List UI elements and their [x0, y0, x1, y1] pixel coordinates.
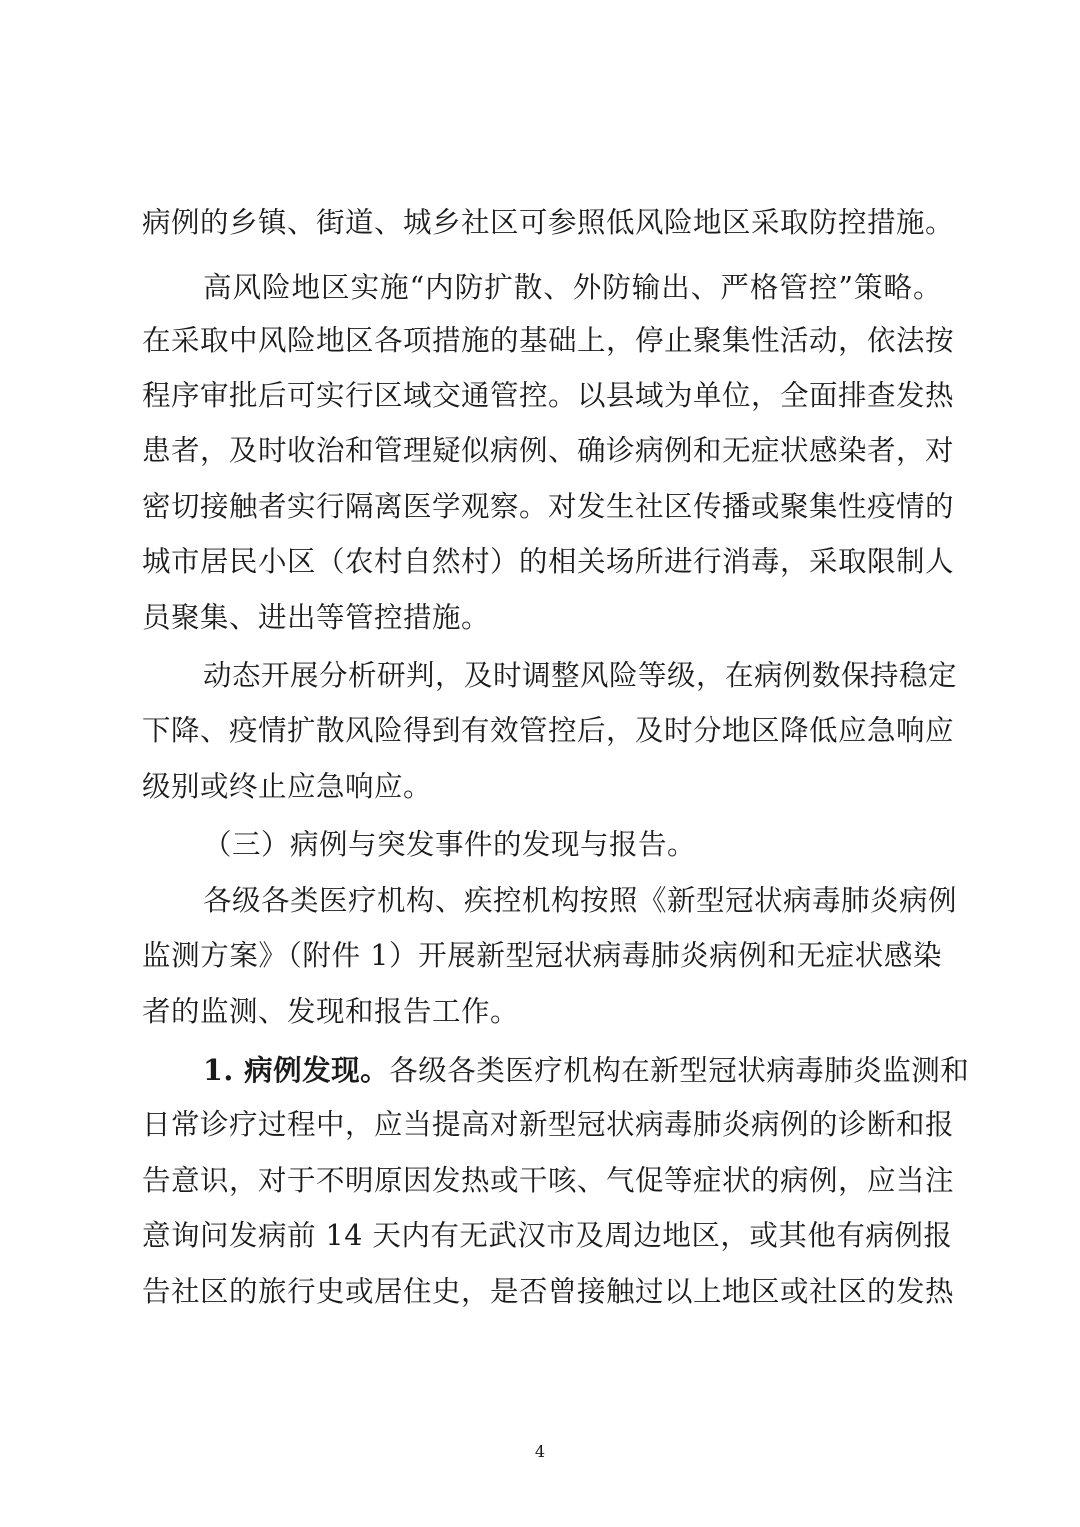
text-line	[203, 1050, 970, 1091]
text-line: 下降、疫情扩散风险得到有效管控后，及时分地区降低应急响应	[142, 714, 955, 747]
text-line: 告社区的旅行史或居住史，是否曾接触过以上地区或社区的发热	[142, 1275, 955, 1308]
text-line: 日常诊疗过程中，应当提高对新型冠状病毒肺炎病例的诊断和报	[142, 1108, 955, 1141]
text-line: 监测方案》（附件 1）开展新型冠状病毒肺炎病例和无症状感染	[142, 939, 942, 972]
text-line: 告意识，对于不明原因发热或干咳、气促等症状的病例，应当注	[142, 1164, 955, 1197]
text-line: 程序审批后可实行区域交通管控。以县域为单位，全面排查发热	[142, 379, 955, 412]
text-span: 各级各类医疗机构在新型冠状病毒肺炎监测和	[389, 1054, 970, 1087]
text-line: 密切接触者实行隔离医学观察。对发生社区传播或聚集性疫情的	[142, 490, 955, 523]
text-line: 病例的乡镇、街道、城乡社区可参照低风险地区采取防控措施。	[142, 206, 955, 239]
text-line: 级别或终止应急响应。	[142, 770, 433, 803]
text-line: 意询问发病前 14 天内有无武汉市及周边地区，或其他有病例报	[142, 1219, 953, 1252]
text-line: 在采取中风险地区各项措施的基础上，停止聚集性活动，依法按	[142, 324, 955, 357]
page-number: 4	[534, 1442, 546, 1461]
text-line: 者的监测、发现和报告工作。	[142, 995, 520, 1028]
section-heading: （三）病例与突发事件的发现与报告。	[203, 828, 697, 861]
text-line: 员聚集、进出等管控措施。	[142, 601, 491, 634]
text-line: 城市居民小区（农村自然村）的相关场所进行消毒，采取限制人	[142, 545, 955, 578]
subheading-case-discovery: 1. 病例发现。	[203, 1053, 390, 1087]
text-line: 动态开展分析研判，及时调整风险等级，在病例数保持稳定	[203, 659, 958, 692]
text-line: 高风险地区实施“内防扩散、外防输出、严格管控”策略。	[203, 271, 942, 304]
text-line: 患者，及时收治和管理疑似病例、确诊病例和无症状感染者，对	[142, 434, 955, 467]
text-line: 各级各类医疗机构、疾控机构按照《新型冠状病毒肺炎病例	[203, 884, 958, 917]
